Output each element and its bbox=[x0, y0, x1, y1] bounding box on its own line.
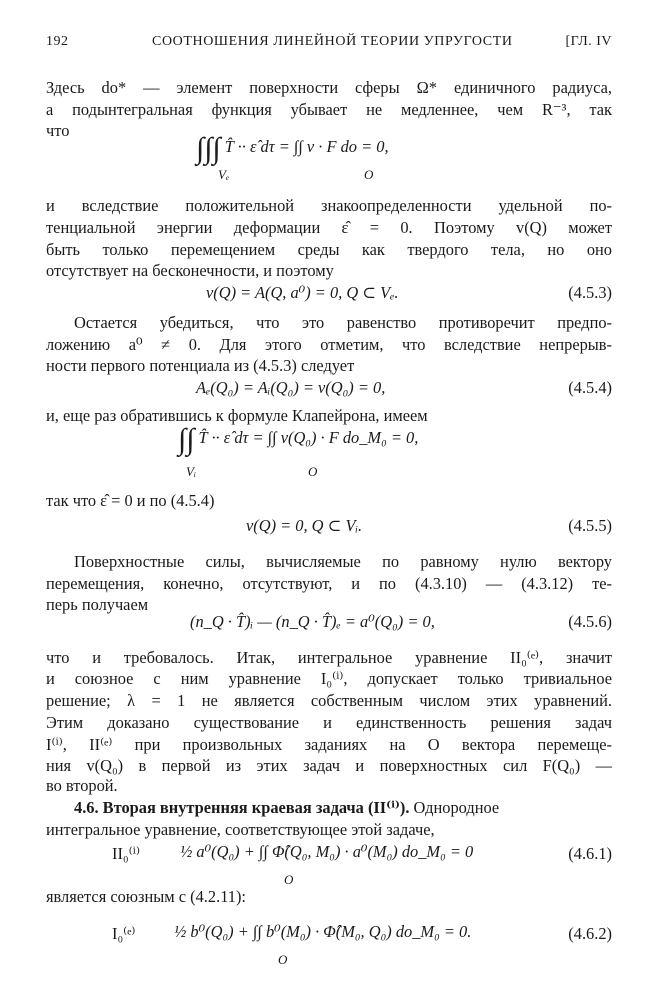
text-line: перь получаем bbox=[46, 595, 149, 614]
running-title: СООТНОШЕНИЯ ЛИНЕЙНОЙ ТЕОРИИ УПРУГОСТИ bbox=[152, 34, 513, 49]
text-line: интегральное уравнение, соответствующее этой задаче, bbox=[46, 820, 435, 839]
text-line: Этим доказано существование и единственность решения задач bbox=[46, 713, 612, 732]
equation-label: I₀⁽ᵉ⁾ bbox=[112, 924, 136, 943]
integral-domain: O bbox=[364, 167, 374, 182]
text-line: Здесь do* — элемент поверхности сферы Ω* единичного радиуса, bbox=[46, 78, 612, 97]
text-line: отсутствует на бесконечности, и поэтому bbox=[46, 261, 334, 280]
text-line: ния v(Q₀) в первой из этих задач и поверхностных сил F(Q₀) — bbox=[46, 756, 612, 775]
equation-body: T̂ ·· ε̂ dτ = ∫∫ v(Q₀) · F do_M₀ = 0, bbox=[198, 428, 419, 447]
equation-body: ½ a⁰(Q₀) + ∫∫ Φ̂(Q₀, M₀) · a⁰(M₀) do_M₀ = 0 bbox=[180, 842, 474, 861]
equation-4-5-5 bbox=[46, 516, 612, 540]
integral-domain: Vᵢ bbox=[186, 464, 196, 479]
page-header bbox=[46, 34, 612, 54]
equation-number: (4.5.3) bbox=[568, 283, 612, 302]
equation-number: (4.5.6) bbox=[568, 612, 612, 631]
section-heading-line bbox=[74, 798, 612, 818]
text-line: что bbox=[46, 121, 70, 140]
equation-body: ½ b⁰(Q₀) + ∫∫ b⁰(M₀) · Φ̂(M₀, Q₀) do_M₀ = 0. bbox=[174, 922, 472, 941]
text-line: тенциальной энергии деформации ε̂ = 0. Поэтому v(Q) может bbox=[46, 218, 612, 237]
equation-number: (4.6.2) bbox=[568, 924, 612, 943]
text-line: перемещения, конечно, отсутствуют, и по (4.3.10) — (4.3.12) те- bbox=[46, 574, 612, 593]
text-line: и союзное с ним уравнение I₀⁽ⁱ⁾, допускает только тривиальное bbox=[46, 669, 612, 688]
equation-body: T̂ ·· ε̂ dτ = ∫∫ v · F do = 0, bbox=[224, 137, 389, 156]
equation-number: (4.5.4) bbox=[568, 378, 612, 397]
text-line: Остается убедиться, что это равенство противоречит предпо- bbox=[74, 313, 612, 332]
equation-body: v(Q) = 0, Q ⊂ Vᵢ. bbox=[246, 516, 363, 535]
section-heading-rest: Однородное bbox=[409, 798, 500, 817]
integral-domain: O bbox=[284, 872, 294, 887]
text-line: ности первого потенциала из (4.5.3) следует bbox=[46, 356, 355, 375]
equation-body: v(Q) = A(Q, a⁰) = 0, Q ⊂ Vₑ. bbox=[206, 283, 399, 302]
equation-4-5-6 bbox=[46, 612, 612, 636]
text-line: ложению a⁰ ≠ 0. Для этого отметим, что вследствие непрерыв- bbox=[46, 335, 612, 354]
text-line: и вследствие положительной знакоопределенности удельной по- bbox=[46, 196, 612, 215]
text-line: и, еще раз обратившись к формуле Клапейрона, имеем bbox=[46, 406, 428, 425]
chapter-label: [ГЛ. IV bbox=[565, 34, 612, 49]
equation-number: (4.6.1) bbox=[568, 844, 612, 863]
equation-label: II₀⁽ⁱ⁾ bbox=[112, 844, 140, 863]
equation-4-6-2 bbox=[46, 912, 612, 972]
equation-integral-top bbox=[46, 132, 612, 197]
text-line: является союзным с (4.2.11): bbox=[46, 887, 246, 906]
equation-body: Aₑ(Q₀) = Aᵢ(Q₀) = v(Q₀) = 0, bbox=[196, 378, 386, 397]
page-number: 192 bbox=[46, 34, 69, 49]
equation-body: (n_Q · T̂)ᵢ — (n_Q · T̂)ₑ = a⁰(Q₀) = 0, bbox=[190, 612, 435, 631]
equation-4-5-3 bbox=[46, 283, 612, 307]
text-line: что и требовалось. Итак, интегральное уравнение II₀⁽ᵉ⁾, значит bbox=[46, 648, 612, 667]
integral-domain: Vₑ bbox=[218, 167, 230, 182]
equation-4-5-4 bbox=[46, 378, 612, 402]
integral-domain: O bbox=[308, 464, 318, 479]
text-line: I⁽ⁱ⁾, II⁽ᵉ⁾ при произвольных заданиях на O вектора перемеще- bbox=[46, 735, 612, 754]
integral-domain: O bbox=[278, 952, 288, 967]
text-line: во второй. bbox=[46, 776, 118, 795]
equation-number: (4.5.5) bbox=[568, 516, 612, 535]
section-heading: 4.6. Вторая внутренняя краевая задача (II⁽ⁱ⁾). bbox=[74, 798, 410, 817]
text-line: а подынтегральная функция убывает не медленнее, чем R⁻³, так bbox=[46, 100, 612, 119]
triple-integral-sign: ∫∫∫ bbox=[196, 132, 221, 165]
equation-integral-mid bbox=[46, 423, 612, 488]
text-line: Поверхностные силы, вычисляемые по равному нулю вектору bbox=[74, 552, 612, 571]
double-integral-sign: ∫∫ bbox=[178, 423, 195, 456]
text-line: так что ε̂ = 0 и по (4.5.4) bbox=[46, 491, 215, 510]
text-line: быть только перемещением среды как твердого тела, но оно bbox=[46, 240, 612, 259]
text-line: решение; λ = 1 не является собственным числом этих уравнений. bbox=[46, 691, 612, 710]
